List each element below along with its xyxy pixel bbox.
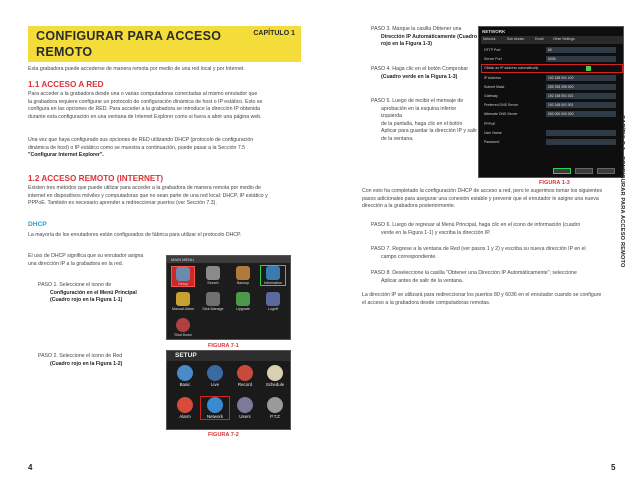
text-line: Aplicar para guardar la dirección IP y salir: [381, 128, 477, 135]
text-line: dirección a la grabadora posteriormente.: [362, 203, 456, 210]
text-line: Para acceder a la grabadora desde una o varias computadoras conectadas al mismo enrutador que: [28, 91, 258, 97]
menu-item-label: Backup: [237, 281, 249, 285]
row-value: 255 255 255 000: [548, 84, 574, 89]
setup-item-users[interactable]: [231, 397, 259, 419]
right-page: [319, 0, 638, 493]
row-label: PPPoE: [484, 122, 496, 126]
row-value-field[interactable]: [546, 130, 616, 136]
main-menu-screenshot: [166, 255, 291, 340]
power-icon: [176, 318, 190, 332]
setup-title: SETUP: [175, 352, 197, 359]
dhcp-paragraph-2: [28, 253, 163, 268]
title-box: [28, 26, 301, 62]
setup-screenshot: [166, 350, 291, 430]
section-1-1-paragraph-1: [28, 91, 303, 121]
text-line: (Cuadro rojo en la Figura 1-2): [50, 360, 123, 367]
text-line: PASO 7. Regrese a la ventana de Red (ver pasos 1 y 2) y escriba su nueva dirección IP en el: [371, 246, 586, 252]
section-heading-1-2: 1.2 ACCESO REMOTO (INTERNET): [28, 174, 164, 183]
net-row-ip-address[interactable]: [482, 75, 622, 82]
text-line: PASO 6. Luego de regresar al Menú Principal, haga clic en el icono de información (cuadro: [371, 222, 581, 228]
setup-item-live[interactable]: [201, 365, 229, 387]
text-line: PASO 1. Seleccione el icono de: [38, 282, 112, 288]
menu-item-label: Information: [264, 281, 282, 285]
section-1-2-paragraph: [28, 185, 303, 208]
title-line-2: REMOTO: [36, 45, 93, 59]
dhcp-heading: DHCP: [28, 221, 47, 228]
text-line: PASO 2. Seleccione el icono de Red: [38, 353, 123, 359]
text-line: PASO 4. Haga clic en el botón Comprobar: [371, 66, 469, 72]
step-8: [371, 270, 629, 285]
text-line: (Cuadro verde en la Figura 1-3): [381, 73, 458, 80]
step-5: [371, 98, 477, 144]
net-row-alternate-dns[interactable]: [482, 111, 622, 118]
figure-caption-3: FIGURA 1-3: [539, 180, 570, 186]
text-line: El uso de DHCP significa que su enrutador asigna: [28, 253, 144, 259]
setup-item-ptz[interactable]: [261, 397, 289, 419]
text-line: una dirección IP a la grabadora en la red.: [28, 260, 124, 267]
record-icon: [237, 365, 253, 381]
menu-item-label: Shut Down: [174, 333, 192, 337]
text-line: la grabadora requiere configurar un protocolo de configuración dinámica de host o IP estático. Esto se: [28, 98, 263, 105]
tab-email[interactable]: Email: [535, 37, 544, 41]
net-row-password[interactable]: [482, 139, 622, 146]
menu-item-information[interactable]: [261, 266, 285, 285]
menu-item-setup[interactable]: [171, 266, 195, 287]
row-label: Server Port: [484, 57, 502, 61]
text-line: Dirección IP Automáticamente (Cuadro: [381, 33, 477, 40]
chapter-tag: CAPÍTULO 1: [253, 30, 295, 37]
section-heading-1-1: 1.1 ACCESO A RED: [28, 80, 104, 89]
text-line: dinámica de host) o IP estático como se muestra a continuación, puede pasar a la Sección 7.5: [28, 144, 246, 151]
net-row-user-name[interactable]: [482, 130, 622, 137]
setup-item-basic[interactable]: [171, 365, 199, 387]
net-row-preferred-dns[interactable]: [482, 102, 622, 109]
step-2: [38, 353, 163, 368]
figure-caption-2: FIGURA 7-2: [208, 432, 239, 438]
disk-icon: [206, 292, 220, 306]
side-tab-label: CAPÍTULO 1 · CONFIGURAR PARA ACCESO REMOTO: [619, 115, 625, 268]
row-value: 192 168 001 100: [548, 75, 574, 80]
text-line: de la pantalla, haga clic en el botón: [381, 120, 463, 127]
text-line: "Configurar Internet Explorer".: [28, 152, 104, 159]
test-button[interactable]: [553, 168, 571, 174]
menu-title: MAIN MENU: [171, 257, 194, 262]
setup-item-record[interactable]: [231, 365, 259, 387]
row-label: Alternate DNS Server: [484, 112, 518, 116]
page-number-right: 5: [611, 463, 616, 472]
step-4: [371, 66, 477, 81]
row-value-field[interactable]: [546, 56, 616, 62]
row-value-field[interactable]: [546, 47, 616, 53]
basic-icon: [177, 365, 193, 381]
setup-item-label: Network: [206, 414, 224, 419]
section-1-1-paragraph-2: [28, 137, 303, 160]
step-7: [371, 246, 629, 261]
net-row-server-port[interactable]: [482, 56, 622, 63]
text-line: de la ventana.: [381, 135, 414, 142]
row-value: 000 000 000 000: [548, 111, 574, 116]
page-number-left: 4: [28, 463, 33, 472]
row-label: IP Address: [484, 76, 501, 80]
row-value: 192 168 001 001: [548, 93, 574, 98]
logoff-icon: [266, 292, 280, 306]
information-icon: [266, 266, 280, 280]
menu-item-label: Logoff: [268, 307, 278, 311]
tab-network[interactable]: Network: [483, 37, 496, 41]
text-line: PASO 8. Deseleccione la casilla "Obtener una Dirección IP Automáticamente"; seleccione: [371, 270, 577, 276]
menu-item-label: Manual Alarm: [172, 307, 194, 311]
menu-item-label: Disk Manage: [202, 307, 224, 311]
text-line: Configuración en el Menú Principal: [50, 289, 137, 296]
alarm-icon: [177, 397, 193, 413]
text-line: internet en dispositivos móviles y computadoras que no sean parte de una red local: DHCP, IP estático y: [28, 192, 268, 199]
setup-item-label: Users: [239, 414, 251, 419]
row-value-field[interactable]: [546, 84, 616, 90]
setup-icon: [176, 267, 190, 281]
setup-title-bar: [167, 351, 290, 361]
live-icon: [207, 365, 223, 381]
row-value: 6036: [548, 56, 556, 61]
alarm-icon: [176, 292, 190, 306]
users-icon: [237, 397, 253, 413]
setup-item-network[interactable]: [201, 397, 229, 419]
row-value-field[interactable]: [546, 111, 616, 117]
network-window-title: NETWORK: [482, 29, 506, 34]
apply-button[interactable]: [575, 168, 593, 174]
row-value-field[interactable]: [546, 93, 616, 99]
intro-text: Esta grabadora puede accederse de manera remota por medio de una red local y por Internet.: [28, 66, 245, 72]
row-label: Subnet Mask: [484, 85, 505, 89]
network-icon: [207, 397, 223, 413]
network-settings-screenshot: [478, 26, 624, 178]
menu-title-bar: [167, 256, 290, 263]
dhcp-paragraph: La mayoría de los enrutadores están configurados de fábrica para utilizar el protocolo DHCP.: [28, 232, 242, 238]
row-label: HTTP Port: [484, 48, 501, 52]
menu-item-search[interactable]: [201, 266, 225, 285]
menu-item-upgrade[interactable]: [231, 292, 255, 311]
row-label: User Name: [484, 131, 502, 135]
row-label: Preferred DNS Server: [484, 103, 519, 107]
setup-item-label: Basic: [179, 382, 191, 387]
search-icon: [206, 266, 220, 280]
text-line: Una vez que haya configurado sus opciones de RED utilizando DHCP (protocolo de configuración: [28, 137, 254, 143]
port-forward-paragraph: [362, 292, 632, 307]
text-line: Existen tres métodos que puede utilizar para acceder a la grabadora de manera remota por medio de: [28, 185, 261, 191]
text-line: rojo en la Figura 1-3): [381, 41, 433, 48]
setup-item-schedule[interactable]: [261, 365, 289, 387]
setup-item-alarm[interactable]: [171, 397, 199, 419]
network-tabs: [481, 36, 623, 44]
completion-paragraph: [362, 188, 632, 211]
row-value-field[interactable]: [546, 75, 616, 81]
setup-item-label: Alarm: [179, 414, 191, 419]
upgrade-icon: [236, 292, 250, 306]
row-label: Obtain an IP address automatically: [484, 66, 539, 70]
net-row-subnet-mask[interactable]: [482, 84, 622, 91]
text-line: Con esto ha completado la configuración DHCP de acceso a red, pero le sugerimos tomar los siguientes: [362, 188, 603, 194]
setup-item-label: Schedule: [265, 382, 285, 387]
step-3: [371, 26, 477, 49]
text-line: durante esta configuración en una ventana de Internet Explorer como si fuera a abrir una página web.: [28, 113, 262, 120]
step-1: [38, 282, 163, 305]
row-value-field[interactable]: [546, 139, 616, 145]
text-line: PASO 5. Luego de recibir el mensaje de: [371, 98, 464, 104]
text-line: Aplicar antes de salir de la ventana.: [381, 277, 464, 284]
net-row-obtain-ip-auto[interactable]: [482, 65, 622, 72]
step-6: [371, 222, 629, 237]
setup-item-label: Live: [210, 382, 220, 387]
exit-button[interactable]: [597, 168, 615, 174]
backup-icon: [236, 266, 250, 280]
text-line: verde en la Figura 1-1) y escriba la dirección IP.: [381, 229, 491, 236]
net-row-http-port[interactable]: [482, 47, 622, 54]
chapter-side-tab: [617, 115, 627, 268]
row-value: 192 168 001 001: [548, 102, 574, 107]
text-line: aprobación en la esquina inferior izquierda: [381, 105, 457, 120]
menu-item-logoff[interactable]: [261, 292, 285, 311]
net-row-gateway[interactable]: [482, 93, 622, 100]
setup-item-label: Record: [237, 382, 253, 387]
text-line: PPPoE. También es necesario aprender a redireccionar puertos (ver Sección 7.3).: [28, 200, 217, 207]
text-line: campo correspondiente.: [381, 253, 437, 260]
row-label: Password: [484, 140, 500, 144]
page-title: [36, 28, 221, 60]
text-line: PASO 3. Marque la casilla Obtener una: [371, 26, 462, 32]
ptz-icon: [267, 397, 283, 413]
net-row-pppoe[interactable]: [482, 121, 622, 128]
title-line-1: CONFIGURAR PARA ACCESO: [36, 29, 222, 43]
tab-other-settings[interactable]: Other Settings: [553, 37, 575, 41]
text-line: el acceso a la grabadora desde computadoras remotas.: [362, 299, 491, 306]
text-line: (Cuadro rojo en la Figura 1-1): [50, 297, 123, 304]
menu-item-manual-alarm[interactable]: [171, 292, 195, 311]
row-value: 80: [548, 47, 552, 52]
setup-item-label: P.T.Z: [270, 414, 280, 419]
text-line: pasos adicionales para asegurar una conexión estable y prevenir que el enrutador le asigne una nueva: [362, 195, 599, 202]
menu-item-label: Upgrade: [236, 307, 250, 311]
tab-sub-stream[interactable]: Sub stream: [507, 37, 525, 41]
text-line: La dirección IP se utilizará para redireccionar los puertos 80 y 6036 en el enrutador cuando se configure: [362, 292, 602, 298]
text-line: configura en las opciones de RED. Para acceder a la grabadora se introduce la dirección IP obtenida: [28, 106, 261, 113]
figure-caption-1: FIGURA 7-1: [208, 343, 239, 349]
auto-ip-checkbox[interactable]: [586, 66, 591, 71]
menu-item-label: Setup: [178, 282, 188, 286]
menu-item-shut-down[interactable]: [171, 318, 195, 337]
schedule-icon: [267, 365, 283, 381]
menu-item-label: Search: [207, 281, 219, 285]
menu-item-disk-manage[interactable]: [201, 292, 225, 311]
row-value-field[interactable]: [546, 102, 616, 108]
menu-item-backup[interactable]: [231, 266, 255, 285]
row-label: Gateway: [484, 94, 498, 98]
